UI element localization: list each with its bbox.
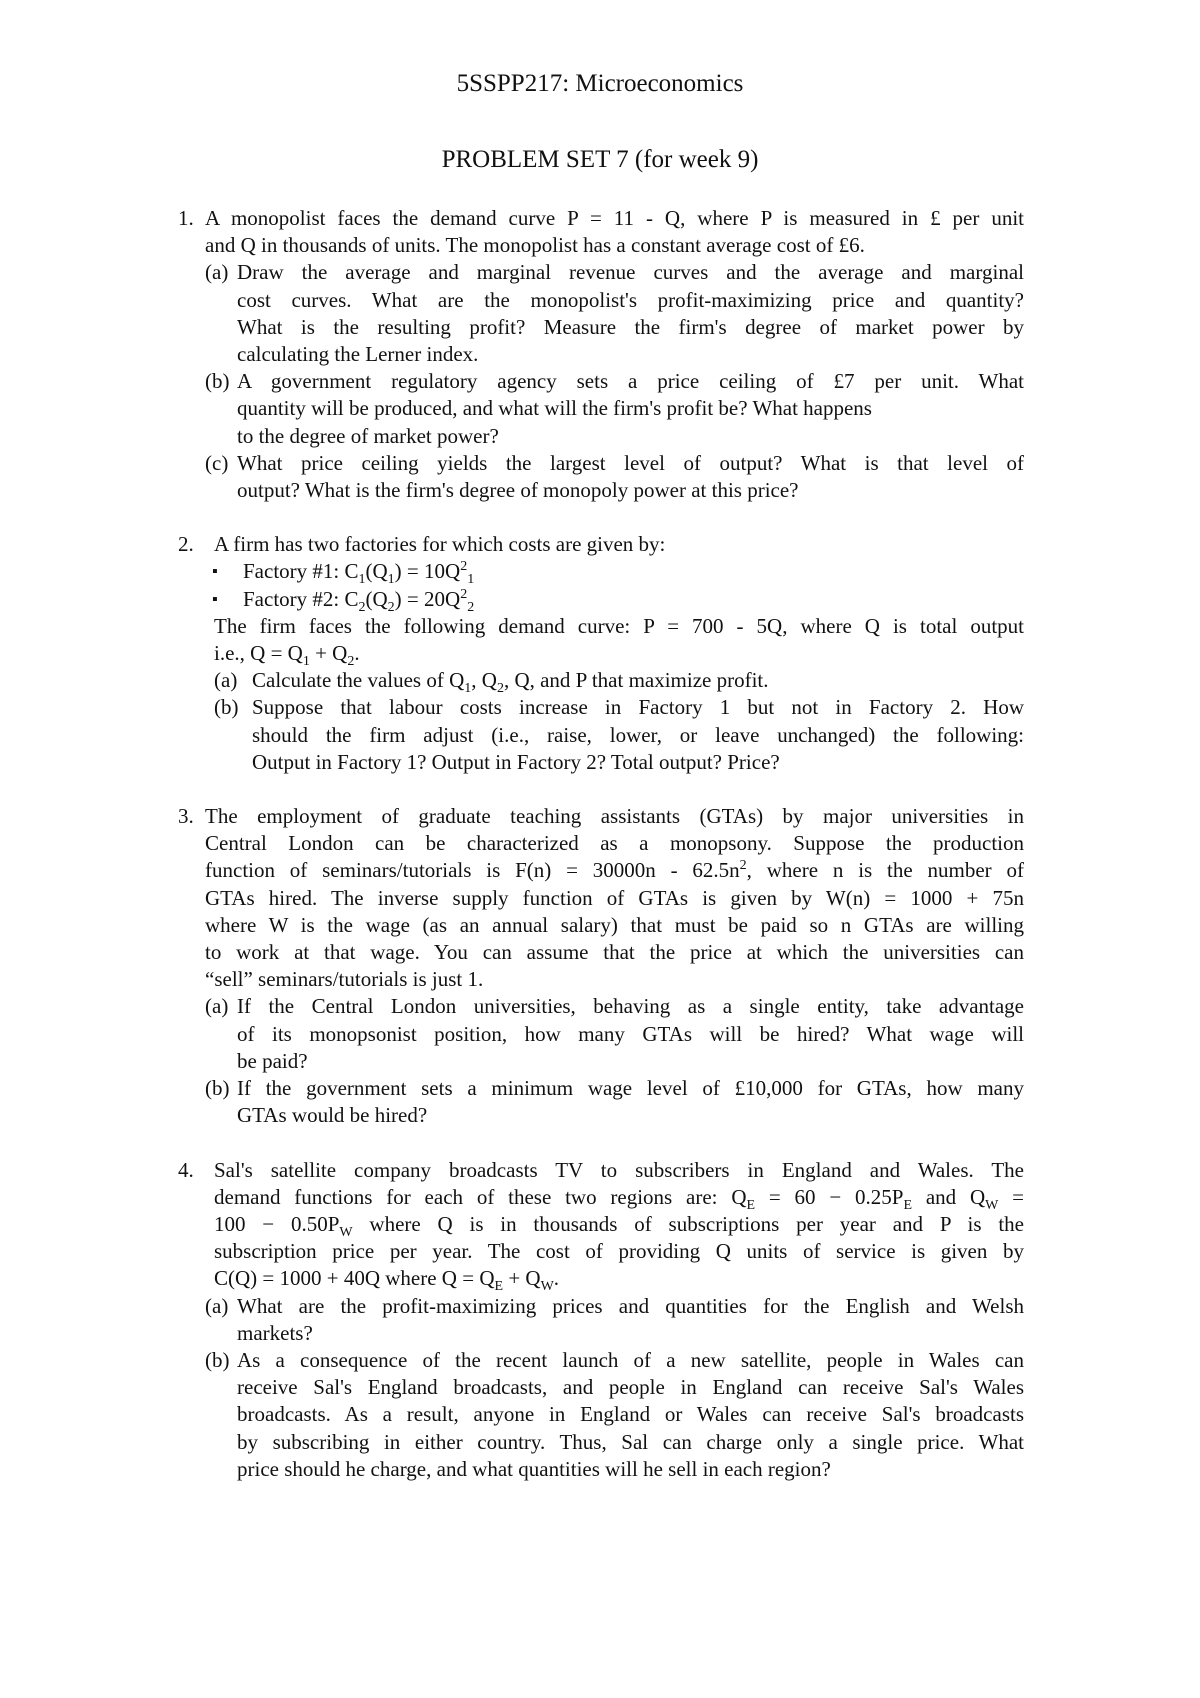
- question-text-line: to work at that wage. You can assume that the price at which the universities can: [205, 940, 1024, 965]
- subquestion-letter: (a): [205, 260, 229, 285]
- question-1: [178, 205, 1024, 504]
- subquestion-text-line: price should he charge, and what quantities will he sell in each region?: [237, 1456, 831, 1481]
- subquestion-letter: (a): [214, 668, 238, 693]
- problem-list: [178, 205, 1024, 1483]
- subquestion-letter: (a): [205, 994, 229, 1019]
- subquestion-text-line: be paid?: [237, 1048, 308, 1073]
- subquestion-text-line: calculating the Lerner index.: [237, 342, 479, 367]
- subquestion-2a: [214, 667, 1024, 697]
- subquestion-letter: (b): [205, 1076, 230, 1101]
- question-body: [205, 613, 1024, 776]
- subquestion-text-line: What price ceiling yields the largest level of output? What is that level of: [237, 450, 1024, 475]
- question-text-line: and Q in thousands of units. The monopolist has a constant average cost of £6.: [205, 233, 865, 258]
- subquestion-text-line: What is the resulting profit? Measure the firm's degree of market power by: [237, 314, 1024, 339]
- subquestion-text-line: quantity will be produced, and what will the firm's profit be? What happens: [237, 396, 872, 421]
- subquestion-text-line: markets?: [237, 1320, 313, 1345]
- question-text-line: The employment of graduate teaching assistants (GTAs) by major universities in: [205, 804, 1024, 829]
- subquestion-letter: (b): [205, 1347, 230, 1372]
- subquestion-text-line: output? What is the firm's degree of monopoly power at this price?: [237, 478, 799, 503]
- question-text-line: The firm faces the following demand curve: P = 700 - 5Q, where Q is total output: [214, 613, 1024, 638]
- list-item-factory-2: ▪ Factory #2: $C_2(Q_2) = 20Q^2_2$: [212, 586, 475, 615]
- question-number: 2.: [178, 532, 194, 557]
- question-text-line: C(Q) = 1000 + 40Q where $Q = Q_E + Q_W$.: [214, 1266, 560, 1295]
- subquestion-text-line: A government regulatory agency sets a price ceiling of £7 per unit. What: [237, 369, 1024, 394]
- subquestion-text-line: If the Central London universities, behaving as a single entity, take advantage: [237, 994, 1024, 1019]
- subquestion-letter: (b): [214, 695, 239, 720]
- question-number: 4.: [178, 1157, 194, 1182]
- question-2: [178, 531, 1024, 776]
- subquestion-2b: [214, 694, 1024, 776]
- question-text-line: “sell” seminars/tutorials is just 1.: [205, 967, 484, 992]
- subquestion-text-line: receive Sal's England broadcasts, and people in England can receive Sal's Wales: [237, 1375, 1024, 1400]
- subquestion-text-line: to the degree of market power?: [237, 423, 499, 448]
- question-text-line: where W is the wage (as an annual salary) that must be paid so n GTAs are willing: [205, 912, 1024, 937]
- question-text-line: A monopolist faces the demand curve P = 11 - Q, where P is measured in £ per unit: [205, 206, 1024, 230]
- subquestion-text-line: What are the profit-maximizing prices and quantities for the English and Welsh: [237, 1293, 1024, 1318]
- question-text-line: function of seminars/tutorials is $F(n) = 30000n - 62.5n^2$, where n is the number of: [205, 858, 1024, 883]
- bullet-icon: ▪: [212, 563, 218, 581]
- question-4: [178, 1157, 1024, 1483]
- subquestion-text-line: If the government sets a minimum wage level of £10,000 for GTAs, how many: [237, 1076, 1024, 1101]
- question-number: 3.: [178, 804, 194, 829]
- subquestion-text-line: As a consequence of the recent launch of a new satellite, people in Wales can: [237, 1347, 1024, 1372]
- problem-set-title: PROBLEM SET 7 (for week 9): [441, 146, 759, 173]
- subquestion-3b: [205, 1075, 1024, 1129]
- subquestion-text-line: broadcasts. As a result, anyone in England or Wales can receive Sal's broadcasts: [237, 1402, 1024, 1427]
- subquestion-text-line: Output in Factory 1? Output in Factory 2? Total output? Price?: [252, 749, 780, 774]
- question-text-line: $100 - 0.50P_W$ where Q is in thousands of subscriptions per year and P is the: [214, 1211, 1025, 1241]
- question-text-line: Central London can be characterized as a monopsony. Suppose the production: [205, 831, 1024, 856]
- course-title: 5SSPP217: Microeconomics: [456, 70, 744, 97]
- question-number: 1.: [178, 206, 194, 230]
- subquestion-3a: [205, 993, 1024, 1075]
- subquestion-text-line: cost curves. What are the monopolist's profit-maximizing price and quantity?: [237, 287, 1024, 312]
- question-3: [178, 803, 1024, 1129]
- question-text-line: demand functions for each of these two regions are: $Q_E = 60 - 0.25P_E$ and $Q_W$ =: [214, 1184, 1024, 1213]
- subquestion-letter: (a): [205, 1293, 229, 1318]
- question-text-line: i.e., $Q = Q_1 + Q_2$.: [214, 641, 360, 670]
- subquestion-letter: (b): [205, 369, 230, 394]
- bullet-icon: ▪: [212, 590, 218, 608]
- subquestion-text-line: Draw the average and marginal revenue curves and the average and marginal: [237, 260, 1024, 285]
- subquestion-4a: [205, 1293, 1024, 1347]
- subquestion-text-line: Suppose that labour costs increase in Factory 1 but not in Factory 2. How: [252, 695, 1024, 720]
- subquestion-text-line: should the firm adjust (i.e., raise, lower, or leave unchanged) the following:: [252, 722, 1024, 747]
- question-text-line: GTAs hired. The inverse supply function of GTAs is given by W(n) = 1000 + 75n: [205, 885, 1024, 910]
- question-text-line: Sal's satellite company broadcasts TV to subscribers in England and Wales. The: [214, 1157, 1024, 1182]
- subquestion-1b: [205, 368, 1024, 450]
- subquestion-4b: [205, 1347, 1024, 1483]
- question-text-line: subscription price per year. The cost of providing Q units of service is given by: [214, 1239, 1024, 1264]
- subquestion-1a: [205, 259, 1024, 368]
- subquestion-text-line: by subscribing in either country. Thus, Sal can charge only a single price. What: [237, 1429, 1024, 1454]
- subquestion-letter: (c): [205, 450, 229, 475]
- subquestion-text-line: Calculate the values of $Q_1$, $Q_2$, Q, and P that maximize profit.: [252, 668, 769, 697]
- question-text-line: A firm has two factories for which costs are given by:: [214, 532, 666, 557]
- question-body: [205, 1157, 1024, 1293]
- subquestion-1c: [205, 450, 1024, 504]
- list-item-factory-1: ▪ Factory #1: $C_1(Q_1) = 10Q^2_1$: [212, 559, 475, 588]
- subquestion-text-line: of its monopsonist position, how many GTAs will be hired? What wage will: [237, 1021, 1024, 1046]
- subquestion-text-line: GTAs would be hired?: [237, 1103, 428, 1128]
